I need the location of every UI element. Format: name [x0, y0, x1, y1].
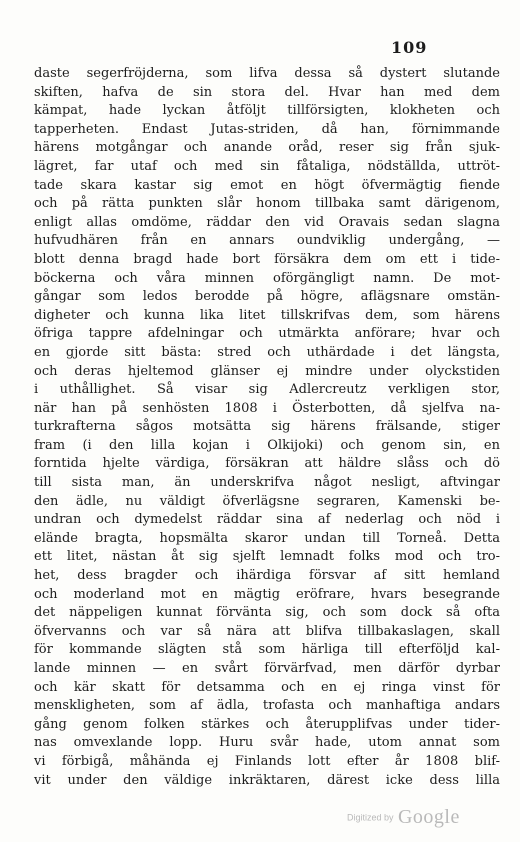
text-line: lägret, far utaf och med sin fåtaliga, nödställda, uttröt-	[34, 158, 500, 174]
text-line: blott denna bragd hade bort försäkra dem om ett i tide-	[34, 251, 500, 267]
text-line: tade skara kastar sig emot en högt öfvermägtig fiende	[34, 177, 500, 193]
text-line: tapperheten. Endast Jutas-striden, då han, förnimmande	[34, 121, 500, 137]
text-line: det näppeligen kunnat förvänta sig, och som dock så ofta	[34, 605, 500, 621]
text-line: vi förbigå, måhända ej Finlands lott efter år 1808 blif-	[34, 753, 500, 769]
text-line: hufvudhären från en annars oundviklig undergång, —	[34, 233, 500, 249]
text-line: och kär skatt för detsamma och en ej ringa vinst för	[34, 679, 500, 695]
text-line: och moderland mot en mägtig eröfrare, hvars besegrande	[34, 586, 500, 602]
text-line: ett litet, nästan åt sig sjelft lemnadt folks mod och tro-	[34, 549, 500, 565]
text-line: en gjorde sitt bästa: stred och uthärdade i det längsta,	[34, 344, 500, 360]
google-logo: Google	[397, 806, 460, 828]
text-line: fram (i den lilla kojan i Olkijoki) och genom sin, en	[34, 437, 500, 453]
text-line: till sista man, än underskrifva något nesligt, aftvingar	[34, 475, 500, 491]
text-line: gång genom folken stärkes och återupplifvas under tider-	[34, 716, 500, 732]
text-line: daste segerfröjderna, som lifva dessa så dystert slutande	[34, 66, 500, 81]
text-line: i uthållighet. Så visar sig Adlercreutz verkligen stor,	[34, 382, 500, 398]
text-line: lande minnen — en svårt förvärfvad, men därför dyrbar	[34, 661, 500, 676]
text-line: när han på senhösten 1808 i Österbotten, då sjelfva na-	[34, 400, 500, 416]
text-line: digheter och kunna lika litet tillskrifvas dem, som härens	[34, 307, 500, 323]
text-line: den ädle, nu väldigt öfverlägsne segraren, Kamenski be-	[34, 493, 500, 509]
text-line: kämpat, hade lyckan åtföljt tillförsigten, klokheten och	[34, 103, 500, 119]
watermark-prefix: Digitized by	[347, 812, 394, 823]
text-line: nas omvexlande lopp. Huru svår hade, utom annat som	[34, 735, 500, 751]
text-line: vit under den väldige inkräktaren, därest icke dess lilla	[34, 772, 500, 788]
text-line: turkrafterna sågos motsätta sig härens frälsande, stiger	[34, 419, 500, 435]
body-text	[34, 65, 500, 790]
text-line: och på rätta punkten slår honom tillbaka samt därigenom,	[34, 196, 500, 212]
text-line: skiften, hafva de sin stora del. Hvar han med dem	[34, 84, 500, 100]
text-line: undran och dymedelst räddar sina af nederlag och nöd i	[34, 512, 500, 528]
text-line: härens motgångar och anande oråd, reser sig från sjuk-	[34, 140, 500, 156]
page-number: 109	[391, 38, 428, 57]
text-line: och deras hjeltemod glänser ej mindre under olyckstiden	[34, 363, 500, 379]
text-line: för kommande slägten stå som härliga till efterföljd kal-	[34, 642, 500, 658]
text-line: menskligheten, som af ädla, trofasta och manhaftiga andars	[34, 698, 500, 714]
text-line: öfriga tappre afdelningar och utmärkta anförare; hvar och	[34, 326, 500, 342]
text-line: böckerna och våra minnen oförgängligt namn. De mot-	[34, 270, 500, 286]
text-line: forntida hjelte värdiga, försäkran att häldre slåss och dö	[34, 456, 500, 472]
digitization-watermark	[347, 806, 460, 829]
text-line: öfvervanns och var så nära att blifva tillbakaslagen, skall	[34, 623, 500, 639]
text-line: gångar som ledos berodde på högre, aflägsnare omstän-	[34, 289, 500, 305]
text-line: enligt allas omdöme, räddar den vid Oravais sedan slagna	[34, 214, 500, 230]
text-line: het, dess bragder och ihärdiga försvar af sitt hemland	[34, 568, 500, 584]
text-line: elände bragta, hopsmälta skaror undan till Torneå. Detta	[34, 530, 500, 546]
